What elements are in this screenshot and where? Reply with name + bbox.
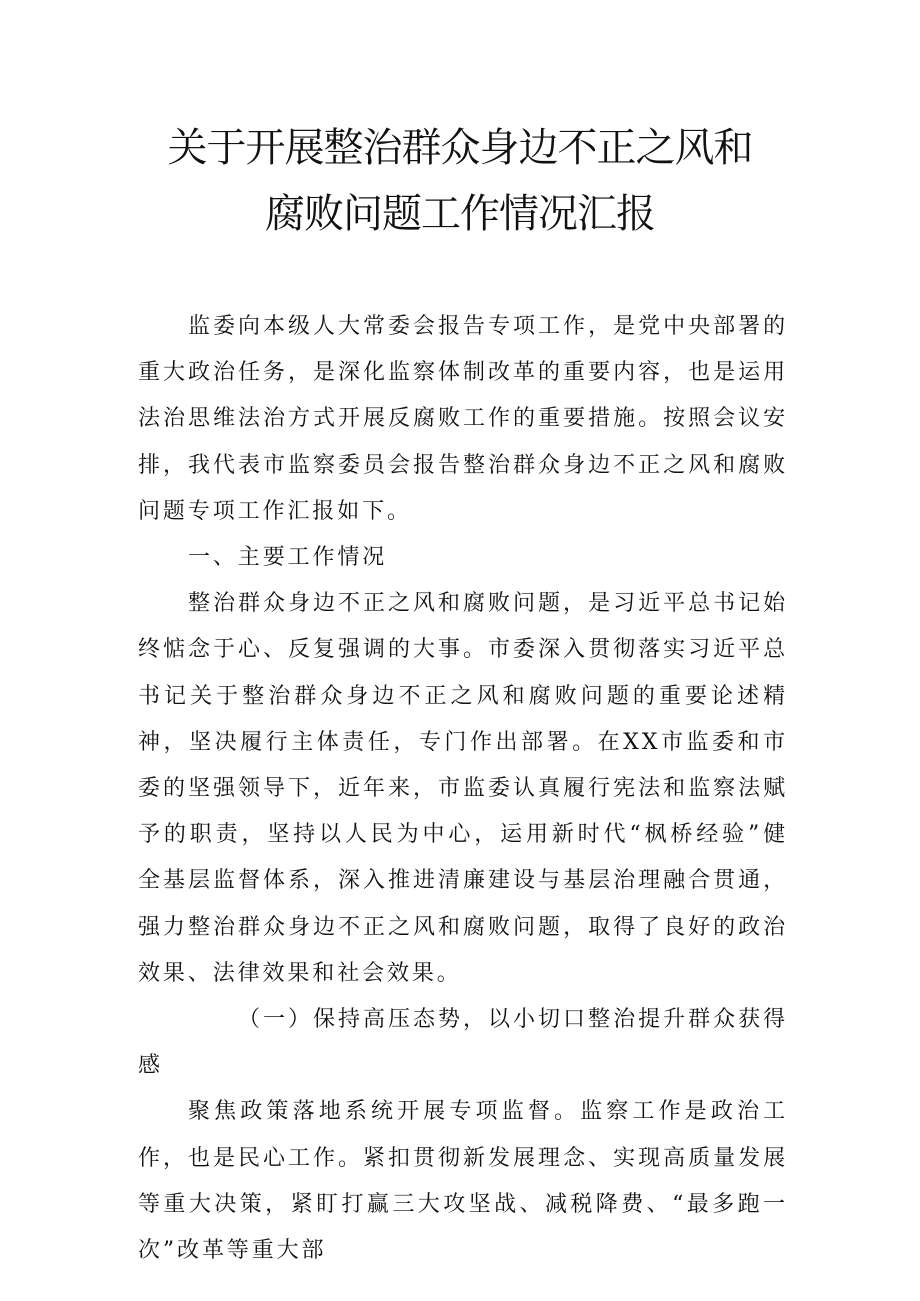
paragraph-intro: 监委向本级人大常委会报告专项工作，是党中央部署的重大政治任务，是深化监察体制改革的重要内容，也是运用法治思维法治方式开展反腐败工作的重要措施。按照会议安排，我代表市监察委员会报告整治群众身边不正之风和腐败问题专项工作汇报如下。 [138, 314, 788, 524]
document-title-line-2: 腐败问题工作情况汇报 [265, 191, 655, 237]
paragraph-section-1: 整治群众身边不正之风和腐败问题，是习近平总书记始终惦念于心、反复强调的大事。市委深入贯彻落实习近平总书记关于整治群众身边不正之风和腐败问题的重要论述精神，坚决履行主体责任，专门作出部署。在XX市监委和市委的坚强领导下，近年来，市监委认真履行宪法和监察法赋予的职责，坚持以人民为中心，运用新时代“枫桥经验”健全基层监督体系，深入推进清廉建设与基层治理融合贯通，强力整治群众身边不正之风和腐败问题，取得了良好的政治效果、法律效果和社会效果。 [138, 591, 788, 986]
document-title-line-1: 关于开展整治群众身边不正之风和 [167, 125, 753, 171]
subsection-heading-1: （一）保持高压态势，以小切口整治提升群众获得感 [138, 1007, 788, 1079]
section-heading-1: 一、主要工作情况 [188, 545, 388, 571]
document-body [138, 304, 788, 1274]
paragraph-subsection-1: 聚焦政策落地系统开展专项监督。监察工作是政治工作，也是民心工作。紧扣贯彻新发展理念、实现高质量发展等重大决策，紧盯打赢三大攻坚战、减税降费、“最多跑一次”改革等重大部 [138, 1099, 788, 1264]
